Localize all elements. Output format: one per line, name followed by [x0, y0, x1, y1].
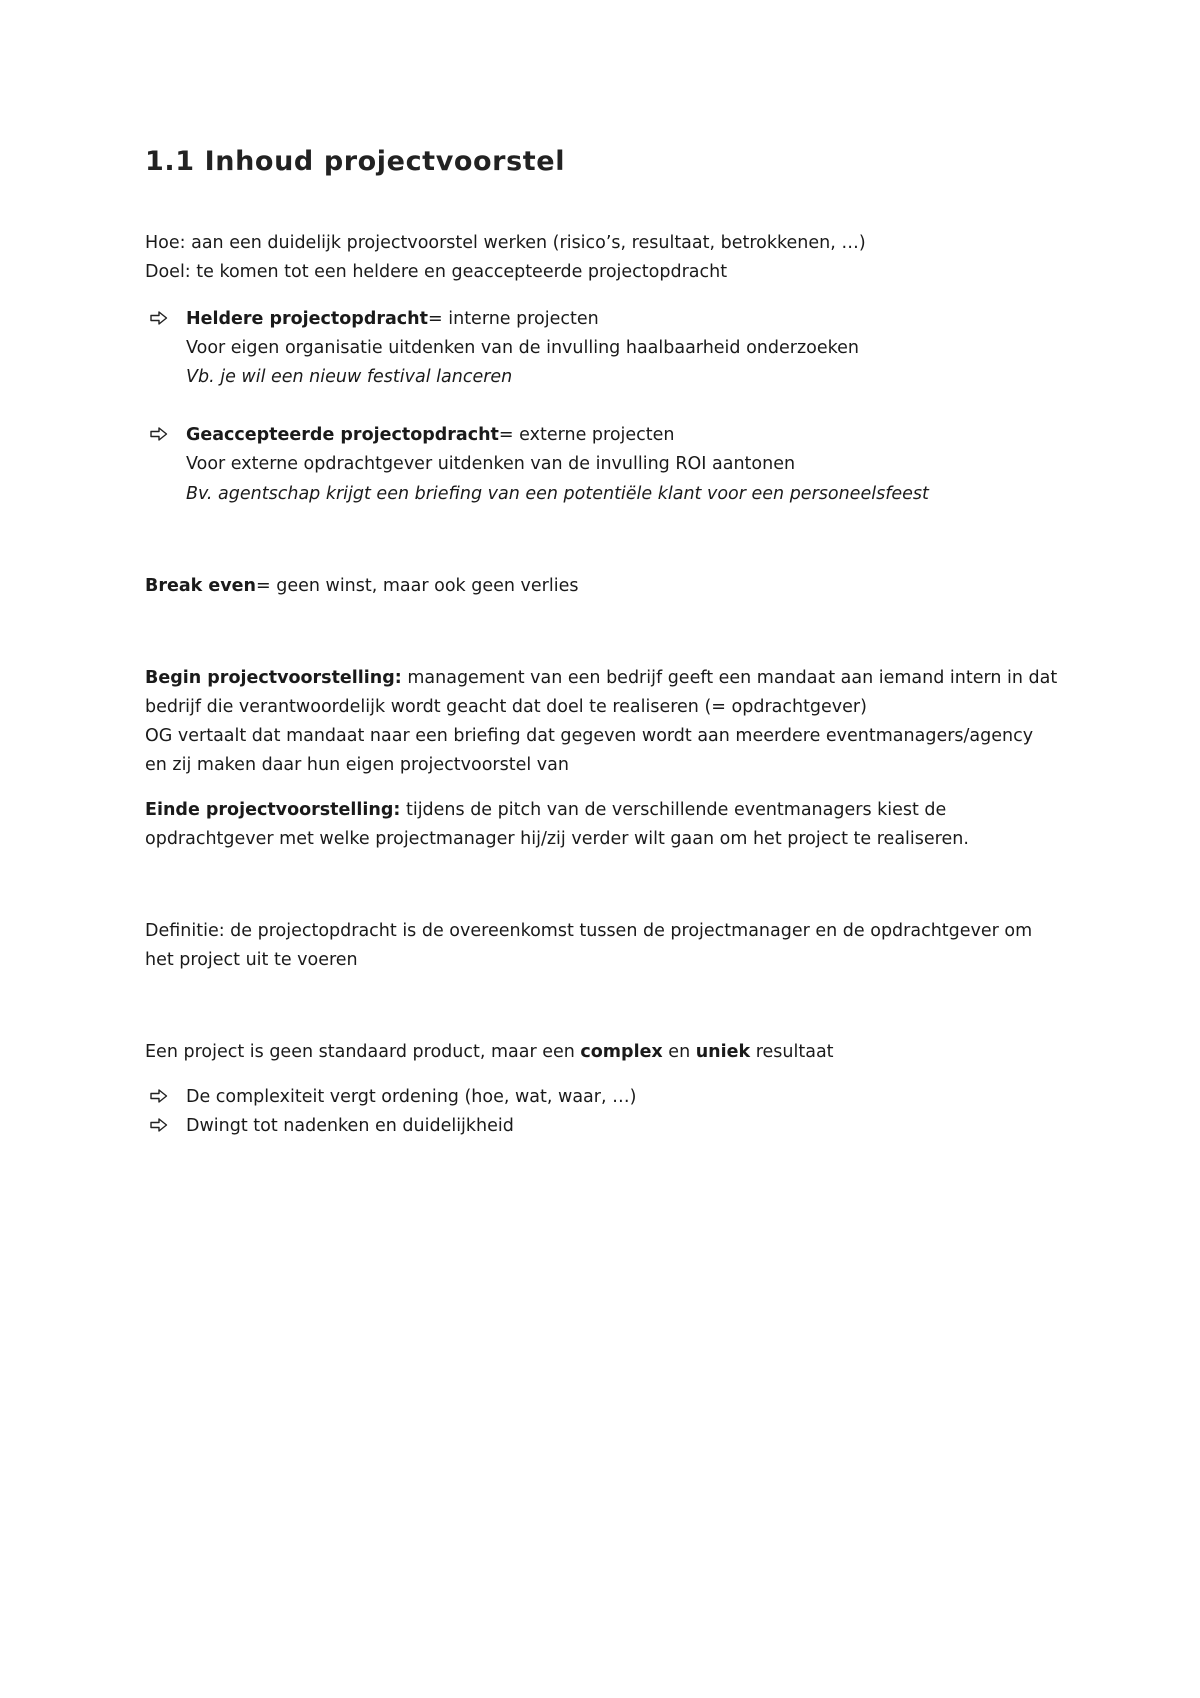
- right-arrow-icon: [150, 422, 170, 448]
- break-even-line: [145, 573, 578, 599]
- heldere-description: Voor eigen organisatie uitdenken van de invulling haalbaarheid onderzoeken: [186, 338, 859, 358]
- heldere-rest: = interne projecten: [428, 309, 599, 329]
- term-begin: Begin projectvoorstelling:: [145, 668, 402, 688]
- bullet-heldere: [186, 306, 599, 332]
- einde-rest: tijdens de pitch van de verschillende eventmanagers kiest de: [400, 800, 947, 820]
- heldere-example: Vb. je wil een nieuw festival lanceren: [186, 367, 513, 387]
- einde-line-2: opdrachtgever met welke projectmanager hij/zij verder wilt gaan om het project te realiseren.: [145, 829, 969, 849]
- definitie-line-1: Definitie: de projectopdracht is de overeenkomst tussen de projectmanager en de opdrachtgever om: [145, 921, 1033, 941]
- term-uniek: uniek: [695, 1042, 751, 1062]
- begin-line-1: [145, 665, 1057, 691]
- bullet-nadenken: Dwingt tot nadenken en duidelijkheid: [186, 1116, 514, 1136]
- geaccepteerde-description: Voor externe opdrachtgever uitdenken van de invulling ROI aantonen: [186, 454, 796, 474]
- intro-doel: Doel: te komen tot een heldere en geaccepteerde projectopdracht: [145, 262, 728, 282]
- geaccepteerde-example: Bv. agentschap krijgt een briefing van een potentiële klant voor een personeelsfeest: [186, 484, 929, 504]
- break-even-rest: = geen winst, maar ook geen verlies: [255, 576, 579, 596]
- intro-hoe: Hoe: aan een duidelijk projectvoorstel werken (risico’s, resultaat, betrokkenen, …): [145, 233, 866, 253]
- term-heldere: Heldere projectopdracht: [186, 309, 429, 329]
- begin-line-4: en zij maken daar hun eigen projectvoorstel van: [145, 755, 569, 775]
- bullet-complexiteit: De complexiteit vergt ordening (hoe, wat, waar, …): [186, 1087, 637, 1107]
- begin-line-2: bedrijf die verantwoordelijk wordt geacht dat doel te realiseren (= opdrachtgever): [145, 697, 867, 717]
- right-arrow-icon: [150, 1084, 170, 1110]
- begin-line-3: OG vertaalt dat mandaat naar een briefing dat gegeven wordt aan meerdere eventmanagers/agency: [145, 726, 1034, 746]
- project-line: [145, 1039, 834, 1065]
- term-break-even: Break even: [145, 576, 256, 596]
- geaccepteerde-rest: = externe projecten: [498, 425, 675, 445]
- einde-line-1: [145, 797, 946, 823]
- project-part-2: en: [662, 1042, 696, 1062]
- term-einde: Einde projectvoorstelling:: [145, 800, 401, 820]
- right-arrow-icon: [150, 306, 170, 332]
- bullet-geaccepteerde: [186, 422, 675, 448]
- project-part-1: Een project is geen standaard product, maar een: [145, 1042, 581, 1062]
- term-complex: complex: [580, 1042, 663, 1062]
- project-part-3: resultaat: [750, 1042, 834, 1062]
- term-geaccepteerde: Geaccepteerde projectopdracht: [186, 425, 499, 445]
- definitie-line-2: het project uit te voeren: [145, 950, 358, 970]
- page-title: 1.1 Inhoud projectvoorstel: [145, 146, 566, 177]
- right-arrow-icon: [150, 1113, 170, 1139]
- begin-rest: management van een bedrijf geeft een mandaat aan iemand intern in dat: [401, 668, 1058, 688]
